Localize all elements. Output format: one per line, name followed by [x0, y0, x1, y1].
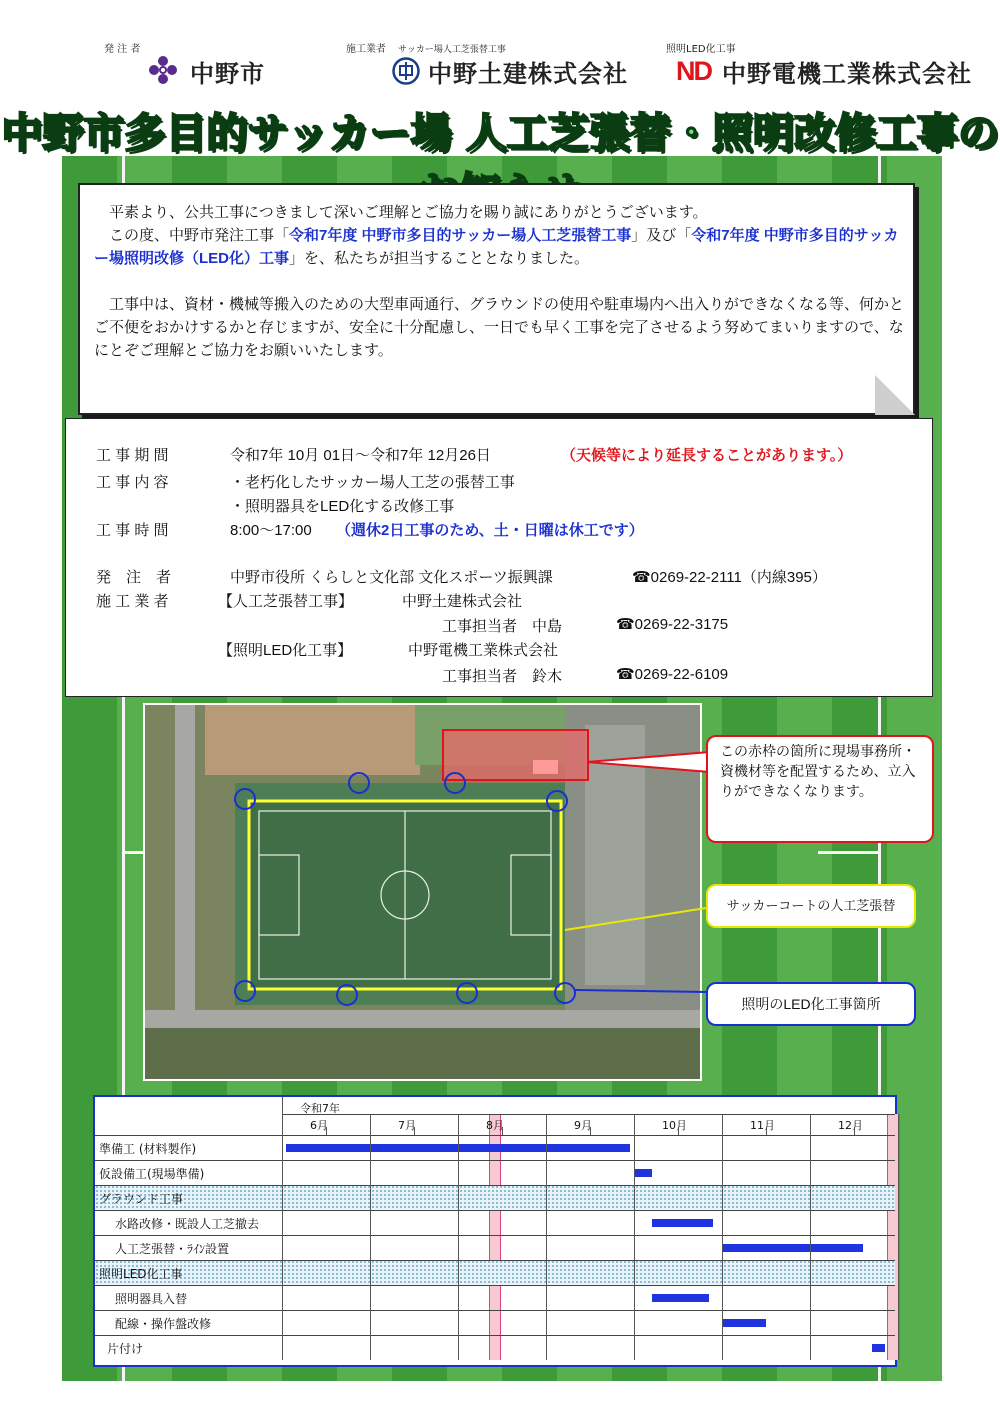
client-role: 発 注 者	[104, 44, 141, 55]
schedule-month-label: 10月	[662, 1119, 687, 1132]
turf-tel: ☎0269-22-3175	[616, 616, 729, 633]
content-label: 工 事 内 容	[96, 474, 169, 491]
schedule-year: 令和7年	[300, 1102, 340, 1115]
schedule-year-line	[282, 1114, 895, 1115]
schedule-row-line	[95, 1160, 895, 1161]
hours-note: （週休2日工事のため、土・日曜は休工です）	[336, 522, 644, 539]
period-value: 令和7年 10月 01日～令和7年 12月26日	[230, 447, 491, 464]
schedule-row-line	[95, 1260, 895, 1261]
schedule-bar	[722, 1319, 766, 1327]
schedule-label-divider	[282, 1097, 283, 1360]
schedule-row-line	[95, 1310, 895, 1311]
content-item-1: ・老朽化したサッカー場人工芝の張替工事	[230, 474, 515, 491]
notice-assignment: この度、中野市発注工事「令和7年度 中野市多目的サッカー場人工芝張替工事」及び「令和7年度 中野市多目的サッカー場照明改修（LED化）工事」を、私たちが担当することとなりました。	[94, 227, 899, 267]
period-note: （天候等により延長することがあります。）	[561, 447, 853, 464]
schedule-month-divider	[370, 1114, 371, 1360]
turf-manager: 工事担当者 中島	[442, 618, 563, 635]
schedule-month-label: 6月	[310, 1119, 328, 1132]
schedule-month-divider	[546, 1114, 547, 1360]
notice-greeting: 平素より、公共工事につきまして深いご理解とご協力を賜り誠にありがとうございます。	[109, 204, 708, 221]
schedule-row-label: 準備工 (材料製作)	[99, 1142, 197, 1156]
schedule-bar	[652, 1294, 709, 1302]
client-name: 中野市	[190, 60, 265, 88]
schedule-month-label: 12月	[838, 1119, 863, 1132]
schedule-row-label: 水路改修・既設人工芝撤去	[115, 1217, 260, 1231]
schedule-row-label: 仮設備工(現場準備)	[99, 1167, 205, 1181]
schedule-tick	[766, 1127, 767, 1135]
lighting-name: 中野電機工業株式会社	[722, 60, 972, 88]
schedule-month-label: 9月	[574, 1119, 592, 1132]
schedule-row-label: グラウンド工事	[99, 1192, 184, 1206]
client-value: 中野市役所 くらしと文化部 文化スポーツ振興課	[230, 569, 553, 586]
led-callout: 照明のLED化工事箇所	[706, 982, 916, 1026]
schedule-section-band	[95, 1260, 895, 1285]
schedule-row-line	[95, 1135, 895, 1136]
schedule-row-label: 片付け	[107, 1342, 144, 1356]
contractor-name: 中野土建株式会社	[428, 60, 628, 88]
schedule-month-divider	[458, 1114, 459, 1360]
notice-apology: 工事中は、資材・機械等搬入のための大型車両通行、グラウンドの使用や駐車場内へ出入りができなくなる等、何かとご不便をおかけするかと存じますが、安全に十分配慮し、一日でも早く工事を完了させるよう努めてまいりますので、なにとぞご理解とご協力をお願いいたします。	[94, 296, 905, 359]
schedule-month-divider	[634, 1114, 635, 1360]
schedule-tick	[414, 1127, 415, 1135]
led-manager: 工事担当者 鈴木	[442, 668, 563, 685]
turf-company: 中野土建株式会社	[402, 593, 523, 610]
schedule-bar	[634, 1169, 652, 1177]
schedule-month-divider	[898, 1114, 899, 1360]
schedule-row-label: 照明LED化工事	[99, 1267, 183, 1281]
nd-logo: ND	[676, 56, 711, 86]
schedule-bar	[652, 1219, 714, 1227]
schedule-month-label: 7月	[398, 1119, 416, 1132]
contractor-role: 施工業者	[346, 44, 386, 55]
contractor-label: 施 工 業 者	[96, 593, 169, 610]
schedule-tick	[590, 1127, 591, 1135]
schedule-month-divider	[810, 1114, 811, 1360]
led-company: 中野電機工業株式会社	[408, 642, 559, 659]
schedule-row-label: 照明器具入替	[115, 1292, 188, 1306]
period-label: 工 事 期 間	[96, 447, 169, 464]
page-title: 中野市多目的サッカー場 人工芝張替・照明改修工事の	[1, 109, 999, 157]
content-item-2: ・照明器具をLED化する改修工事	[230, 498, 455, 515]
schedule-bar	[722, 1244, 863, 1252]
schedule-month-divider	[722, 1114, 723, 1360]
schedule-tick	[854, 1127, 855, 1135]
schedule-chart	[93, 1095, 897, 1367]
schedule-section-band	[95, 1185, 895, 1210]
red-area-callout: この赤枠の箇所に現場事務所・資機材等を配置するため、立入りができなくなります。	[706, 735, 934, 843]
schedule-row-line	[95, 1235, 895, 1236]
led-work-label: 【照明LED化工事】	[218, 642, 353, 659]
schedule-bar	[872, 1344, 885, 1352]
schedule-tick	[502, 1127, 503, 1135]
contractor-sub: サッカー場人工芝張替工事	[398, 45, 506, 55]
hours-value: 8:00～17:00	[230, 522, 312, 539]
turf-work-label: 【人工芝張替工事】	[218, 593, 354, 610]
schedule-month-label: 11月	[750, 1119, 775, 1132]
turf-callout: サッカーコートの人工芝張替	[706, 884, 916, 928]
schedule-month-label: 8月	[486, 1119, 504, 1132]
client-label: 発 注 者	[96, 569, 172, 586]
schedule-row-line	[95, 1335, 895, 1336]
schedule-tick	[326, 1127, 327, 1135]
schedule-row-label: 配線・操作盤改修	[115, 1317, 212, 1331]
lighting-role: 照明LED化工事	[666, 44, 736, 55]
schedule-row-label: 人工芝張替・ﾗｲﾝ設置	[115, 1242, 230, 1256]
schedule-row-line	[95, 1285, 895, 1286]
schedule-row-line	[95, 1185, 895, 1186]
led-tel: ☎0269-22-6109	[616, 666, 729, 683]
schedule-row-line	[95, 1210, 895, 1211]
schedule-tick	[678, 1127, 679, 1135]
hours-label: 工 事 時 間	[96, 522, 169, 539]
client-tel: ☎0269-22-2111（内線395）	[632, 569, 827, 586]
